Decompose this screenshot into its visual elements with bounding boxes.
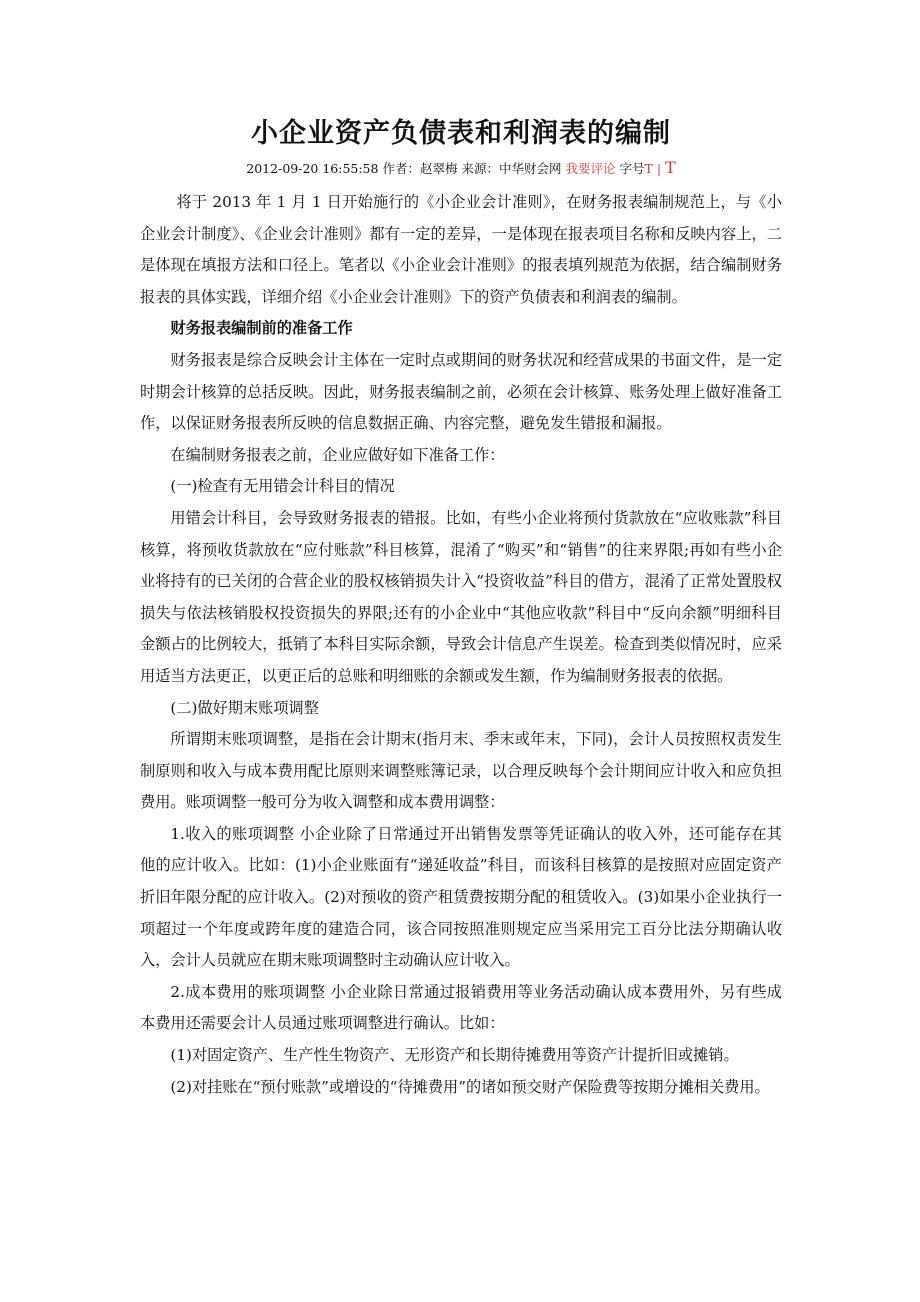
comment-link[interactable]: 我要评论 [565,161,616,176]
section-heading: 财务报表编制前的准备工作 [170,319,353,338]
subheading: (二)做好期末账项调整 [170,698,319,717]
article [140,112,782,1103]
subheading: (一)检查有无用错会计科目的情况 [170,477,395,496]
font-small-button[interactable]: T [644,161,653,176]
paragraph: 1.收入的账项调整 小企业除了日常通过开出销售发票等凭证确认的收入外，还可能存在其他的应计收入。比如：(1)小企业账面有“递延收益”科目，而该科目核算的是按照对应固定资产折旧年限分配的应计收入。(2)对预收的资产租赁费按期分配的租赁收入。(3)如果小企业执行一项超过一个年度或跨年度的建造合同，该合同按照准则规定应当采用完工百分比法分期确认收入，会计人员就应在期末账项调整时主动确认应计收入。 [140,824,782,970]
intro-paragraph: 将于 2013 年 1 月 1 日开始施行的《小企业会计准则》，在财务报表编制规范上，与《小企业会计制度》、《企业会计准则》都有一定的差异，一是体现在报表项目名称和反映内容上，二是体现在填报方法和口径上。笔者以《小企业会计准则》的报表填列规范为依据，结合编制财务报表的具体实践，详细介绍《小企业会计准则》下的资产负债表和利润表的编制。 [140,193,782,306]
font-size-label: 字号 [619,161,645,176]
paragraph: 所谓期末账项调整，是指在会计期末(指月末、季末或年末，下同)，会计人员按照权责发生制原则和收入与成本费用配比原则来调整账簿记录，以合理反映每个会计期间应计收入和应负担费用。账项调整一般可分为收入调整和成本费用调整： [140,730,782,812]
article-meta [140,156,782,181]
source: 来源：中华财会网 [461,161,562,176]
paragraph: 2.成本费用的账项调整 小企业除日常通过报销费用等业务活动确认成本费用外，另有些成本费用还需要会计人员通过账项调整进行确认。比如： [140,982,782,1033]
font-separator: | [656,161,662,176]
paragraph: 在编制财务报表之前，企业应做好如下准备工作： [170,445,505,464]
publish-datetime: 2012-09-20 16:55:58 [246,161,379,176]
author: 作者：赵翠梅 [382,161,458,176]
font-large-button[interactable]: T [665,158,676,177]
paragraph: 财务报表是综合反映会计主体在一定时点或期间的财务状况和经营成果的书面文件，是一定时期会计核算的总括反映。因此，财务报表编制之前，必须在会计核算、账务处理上做好准备工作，以保证财务报表所反映的信息数据正确、内容完整，避免发生错报和漏报。 [140,350,782,433]
list-item: (1)对固定资产、生产性生物资产、无形资产和长期待摊费用等资产计提折旧或摊销。 [170,1046,739,1065]
list-item: (2)对挂账在“预付账款”或增设的“待摊费用”的诸如预交财产保险费等按期分摊相关费用。 [170,1077,770,1096]
paragraph: 用错会计科目，会导致财务报表的错报。比如，有些小企业将预付货款放在“应收账款”科目核算，将预收货款放在“应付账款”科目核算，混淆了“购买”和“销售”的往来界限;再如有些小企业将持有的已关闭的合营企业的股权核销损失计入“投资收益”科目的借方，混淆了正常处置股权损失与依法核销股权投资损失的界限;还有的小企业中“其他应收款”科目中“反向余额”明细科目金额占的比例较大，抵销了本科目实际余额，导致会计信息产生误差。检查到类似情况时，应采用适当方法更正，以更正后的总账和明细账的余额或发生额，作为编制财务报表的依据。 [140,508,782,685]
page-title: 小企业资产负债表和利润表的编制 [251,118,671,149]
